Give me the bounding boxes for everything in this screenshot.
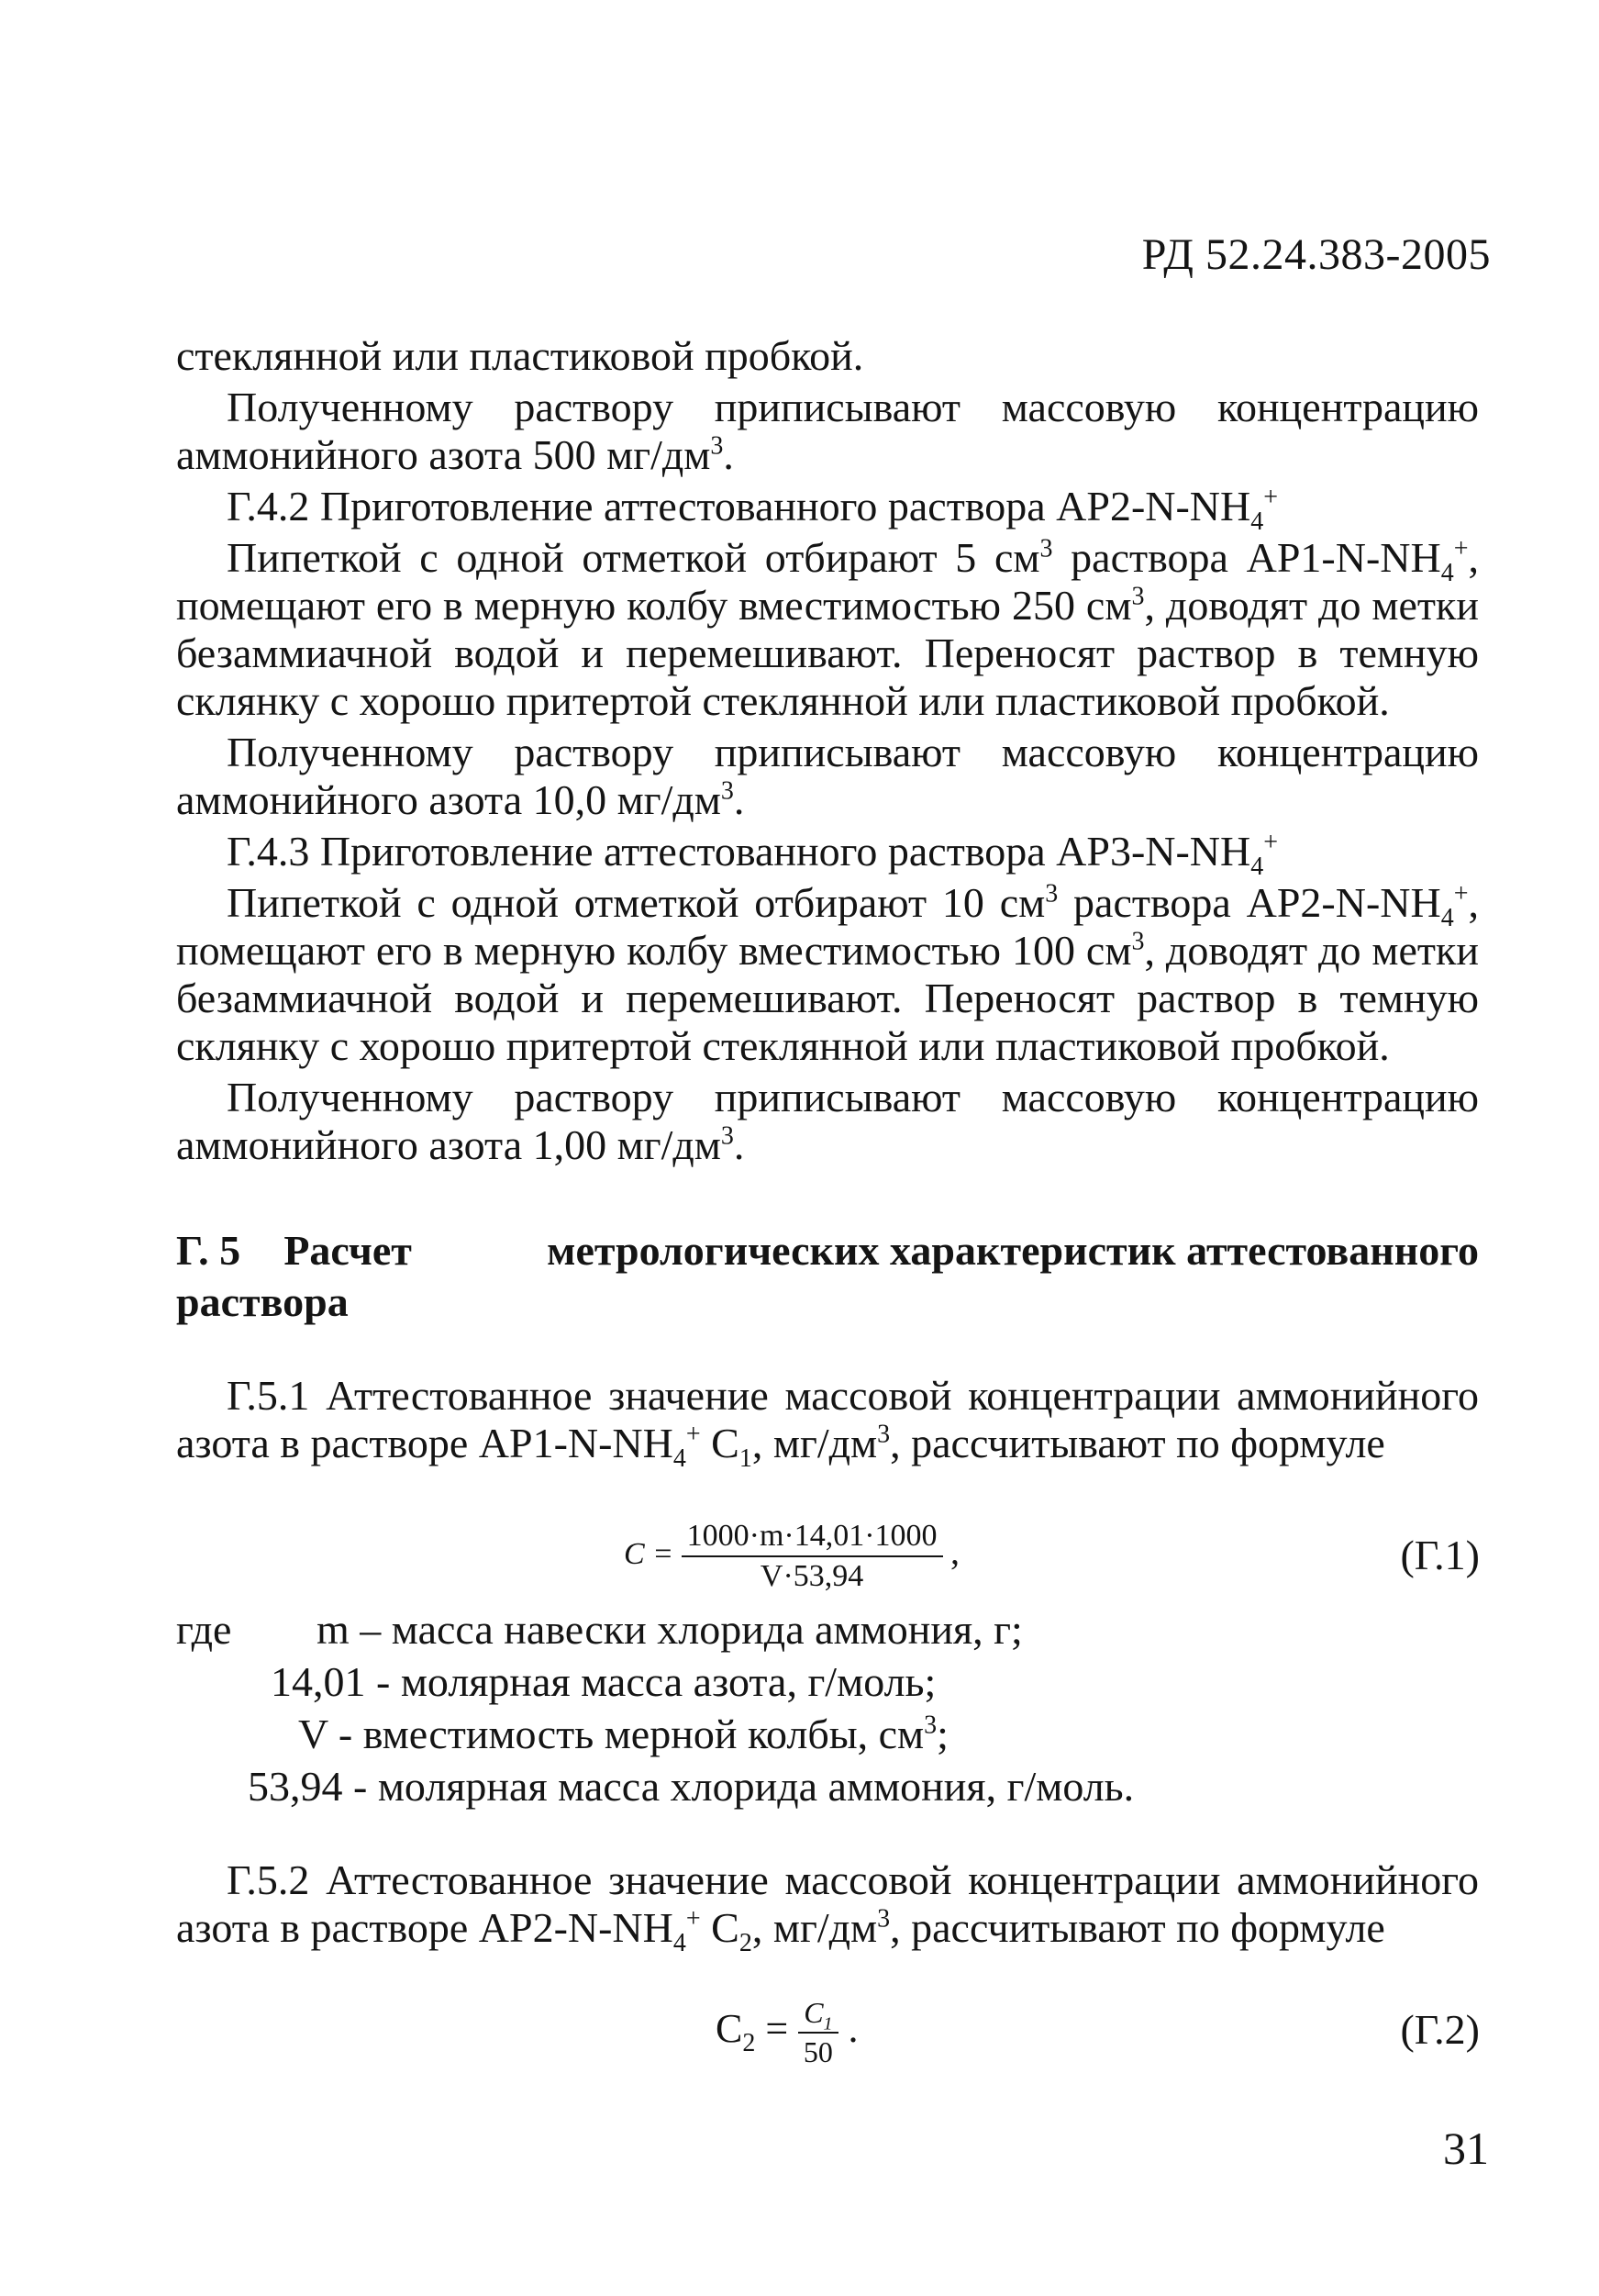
heading-number: Г. 5 — [176, 1227, 241, 1274]
formula-g2-label: (Г.2) — [1400, 2006, 1480, 2053]
formula-g2-denominator: 50 — [803, 2035, 833, 2068]
where-label: где — [176, 1606, 232, 1653]
formula-g1-lhs: C = — [624, 1536, 674, 1571]
paragraph-g51: Г.5.1 Аттестованное значение массовой концентрации аммонийного азота в растворе $АР1-N-NH_4^+$ $С_1$, $мг/дм^3$, рассчитывают по формуле — [176, 1372, 1479, 1474]
paragraph-g42-procedure: Пипеткой с одной отметкой отбирают 5 $см^3$ раствора $АР1-N-NH_4^+$, помещают его в мерную колбу вместимостью 250 $см^3$, доводят до метки безаммиачной водой и перемешивают. Переносят раствор в темную склянку с хорошо притертой стеклянной или пластиковой пробкой. — [176, 534, 1479, 724]
document-code: РД 52.24.383-2005 — [1141, 230, 1491, 279]
body-text — [176, 332, 1479, 1169]
formula-g1-comma: , — [950, 1530, 961, 1572]
formula-g2-numerator: $C_1$ — [798, 1996, 838, 2034]
heading-line2: раствора — [176, 1278, 349, 1325]
formula-g2-fraction — [798, 1996, 838, 2069]
where-item-4: 53,94 - молярная масса хлорида аммония, г/моль. — [248, 1763, 1135, 1810]
formula-g1-label: (Г.1) — [1400, 1532, 1480, 1578]
where-item-1: m – масса навески хлорида аммония, г; — [316, 1606, 1023, 1653]
paragraph-ap2-concentration: Полученному раствору приписывают массовую концентрацию аммонийного азота 10,0 $мг/дм^3$. — [176, 729, 1479, 823]
formula-g1 — [624, 1519, 960, 1594]
where-item-2: 14,01 - молярная масса азота, г/моль; — [271, 1658, 937, 1705]
where-item-3: V - вместимость мерной колбы, $см^3$; — [298, 1711, 949, 1757]
subsection-g42-title: Г.4.2 Приготовление аттестованного раствора $АР2-N-NH_4^+$ — [227, 483, 1279, 537]
formula-g2-period: . — [848, 2006, 859, 2052]
subsection-g52 — [176, 1856, 1479, 1958]
paragraph-g43-procedure: Пипеткой с одной отметкой отбирают 10 $см^3$ раствора $АР2-N-NH_4^+$, помещают его в мерную колбу вместимостью 100 $см^3$, доводят до метки безаммиачной водой и перемешивают. Переносят раствор в темную склянку с хорошо притертой стеклянной или пластиковой пробкой. — [176, 879, 1479, 1069]
paragraph-ap3-concentration: Полученному раствору приписывают массовую концентрацию аммонийного азота 1,00 $мг/дм^3$. — [176, 1074, 1479, 1168]
section-heading-g5 — [176, 1225, 1479, 1328]
subsection-g51 — [176, 1372, 1479, 1474]
paragraph-continuation: стеклянной или пластиковой пробкой. — [176, 332, 864, 379]
heading-word: Расчет — [283, 1227, 412, 1274]
heading-rest: метрологических характеристик аттестованного — [547, 1227, 1479, 1274]
formula-g2-equals: = — [765, 2006, 789, 2052]
paragraph-ap1-concentration: Полученному раствору приписывают массовую концентрацию аммонийного азота 500 $мг/дм^3$. — [176, 384, 1479, 478]
subsection-g43-title: Г.4.3 Приготовление аттестованного раствора $АР3-N-NH_4^+$ — [227, 828, 1279, 882]
formula-g1-numerator: 1000·m·14,01·1000 — [682, 1519, 943, 1557]
formula-g2-lhs: $С_2$ — [716, 2006, 756, 2057]
paragraph-g52: Г.5.2 Аттестованное значение массовой концентрации аммонийного азота в растворе $АР2-N-NH_4^+$ $С_2$, $мг/дм^3$, рассчитывают по формуле — [176, 1856, 1479, 1958]
formula-g1-fraction — [682, 1519, 943, 1594]
formula-g2 — [716, 1996, 859, 2069]
formula-g1-denominator: V·53,94 — [760, 1559, 864, 1593]
page-number: 31 — [1443, 2123, 1489, 2174]
